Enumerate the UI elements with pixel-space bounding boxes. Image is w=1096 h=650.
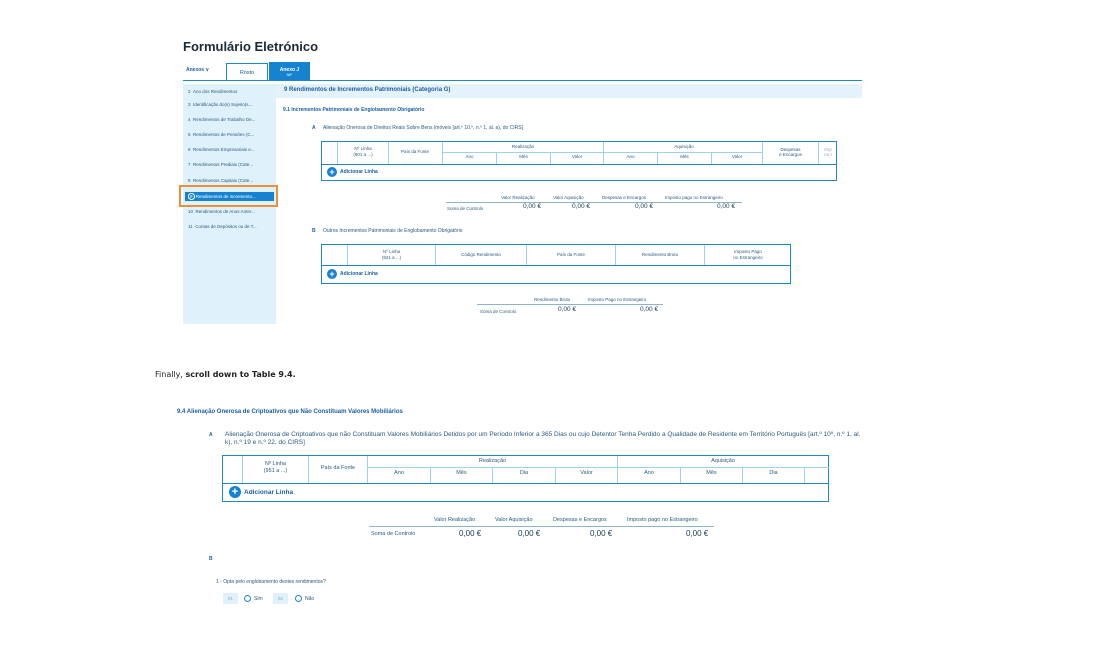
sidebar-item-prediais[interactable]: 7 Rendimentos Prediais (Cate... (188, 162, 254, 167)
sum-b-col-bruto: Rendimento Bruto (534, 297, 571, 302)
th-aquisicao: Aquisição (674, 144, 694, 149)
sum-94-col-imposto: Imposto pago no Estrangeiro (627, 517, 698, 523)
add-line-button-a[interactable] (327, 167, 378, 177)
tab-rosto[interactable]: Rosto (226, 63, 268, 81)
th-b-linha-range: (921 a ...) (381, 255, 402, 260)
th-b-imposto: Imposto Pago (734, 249, 762, 254)
th-b-codigo: Código Rendimento (461, 252, 501, 257)
section-a-letter: A (312, 125, 316, 131)
sum-a-v2: 0,00 € (572, 203, 591, 210)
th-valor: Valor (571, 154, 583, 159)
sum-a-col-despesas: Despesas e Encargos (602, 195, 647, 200)
option-code-01: 01 (223, 593, 238, 604)
chevron-down-icon: ∨ (205, 67, 210, 73)
instruction-text: Finally, scroll down to Table 9.4. (155, 370, 296, 379)
tab-anexo-j-sub: NIF (286, 72, 293, 77)
radio-sim[interactable] (244, 595, 251, 602)
table-94-a (222, 455, 829, 502)
sum-94-v3: 0,00 € (590, 529, 613, 538)
th-pais: País da Fonte (400, 149, 430, 154)
plus-icon: + (327, 167, 337, 177)
th-94-mes: Mês (456, 470, 467, 476)
th-94-dia: Dia (519, 470, 529, 476)
anexos-dropdown[interactable] (186, 67, 209, 73)
section-a-title: Alienação Onerosa de Direitos Reais Sobre Bens Imóveis [art.º 10.º, n.º 1, al. a), do CIRS] (323, 125, 524, 131)
th-94-realizacao: Realização (478, 458, 507, 464)
sum-a-col-aquisicao: Valor Aquisição (553, 195, 584, 200)
table-b (321, 244, 791, 284)
sum-b-col-imposto: Imposto Pago no Estrangeiro (588, 297, 647, 302)
sidebar-item-anos-anteriores[interactable]: 10 Rendimentos de Anos Anter... (188, 209, 255, 214)
page-title: Formulário Eletrónico (183, 39, 319, 54)
sum-b-label: Soma de Controlo (480, 309, 517, 314)
tab-anexo-j[interactable] (269, 62, 310, 81)
sidebar-item-ano[interactable]: 2 Ano dos Rendimentos (188, 89, 238, 94)
add-line-label: Adicionar Linha (244, 488, 294, 496)
th-valor-2: Valor (731, 154, 743, 159)
th-b-linha: Nº Linha (382, 249, 401, 254)
th-b-pais: País da Fonte (556, 252, 586, 257)
section-9-title: 9 Rendimentos de Incrementos Patrimoniais (Categoria G) (284, 87, 451, 93)
th-94-valor: Valor (580, 470, 593, 476)
radio-nao-label: Não (305, 596, 315, 602)
th-94-linha: Nº Linha (265, 461, 286, 467)
th-94-ano-2: Ano (644, 470, 654, 476)
tab-anexo-j-label: Anexo J (279, 66, 300, 73)
th-ano: Ano (465, 154, 474, 159)
th-despesas: Despesas (780, 147, 801, 152)
th-94-aquisicao: Aquisição (711, 458, 735, 464)
anexos-label: Anexos (186, 67, 205, 73)
tabs-divider (183, 80, 862, 81)
add-line-label: Adicionar Linha (340, 169, 378, 175)
section-9-1-title: 9.1 Incrementos Patrimoniais de Englobamento Obrigatório (283, 107, 425, 113)
sidebar-item-empresariais[interactable]: 6 Rendimentos Empresariais e... (188, 147, 255, 152)
plus-icon: + (327, 269, 337, 279)
plus-icon: + (229, 486, 241, 498)
sidebar-item-identificacao[interactable]: 3 Identificação do(s) Sujeito(s... (188, 102, 253, 107)
radio-sim-label: Sim (254, 596, 263, 602)
sum-b-v2: 0,00 € (640, 306, 659, 313)
section-b-title: Outros Incrementos Patrimoniais de Englobamento Obrigatório (323, 228, 463, 234)
sum-a-v1: 0,00 € (523, 203, 542, 210)
sum-a-col-realizacao: Valor Realização (501, 195, 535, 200)
section-94-a-title: Alienação Onerosa de Criptoativos que não Constituam Valores Mobiliários Detidos por um Período Inferior a 365 Dias ou cujo Detentor Tenha Perdido a Qualidade de Residente em Território Português [art.º 10º, n.º 1, al. k), n.º 19 e n.º 22, do CIRS] (225, 431, 861, 446)
section-94-b-letter: B (209, 556, 213, 562)
sum-a-col-imposto: Imposto pago no Estrangeiro (665, 195, 723, 200)
th-ano-2: Ano (626, 154, 635, 159)
sidebar-item-incrementos[interactable]: 9 Rendimentos de incremento... (185, 192, 274, 201)
sum-94-label: Soma de Controlo (371, 531, 416, 537)
th-94-ano: Ano (394, 470, 404, 476)
th-encargos: e Encargos (779, 152, 802, 157)
option-code-02: 02 (273, 593, 288, 604)
sum-a-v3: 0,00 € (635, 203, 654, 210)
th-realizacao: Realização (511, 144, 535, 149)
section-94-a-letter: A (209, 432, 213, 438)
sum-94-v1: 0,00 € (459, 529, 482, 538)
sum-a-label: Soma de Controlo (447, 206, 484, 211)
th-94-pais: País da Fonte (320, 465, 356, 471)
sum-b-v1: 0,00 € (558, 306, 577, 313)
add-line-button-b[interactable] (327, 269, 378, 279)
th-mes-2: Mês (680, 154, 689, 159)
table-a (321, 141, 837, 181)
th-b-imposto-2: no Estrangeiro (733, 255, 763, 260)
section-9-4-title: 9.4 Alienação Onerosa de Criptoativos que Não Constituam Valores Mobiliários (177, 409, 403, 415)
sum-94-v2: 0,00 € (518, 529, 541, 538)
section-b-letter: B (312, 228, 316, 234)
sum-94-v4: 0,00 € (686, 529, 709, 538)
sidebar-item-trabalho[interactable]: 4 Rendimentos de Trabalho De... (188, 117, 256, 122)
sum-94-col-despesas: Despesas e Encargos (553, 517, 607, 523)
th-94-linha-range: (951 a ...) (263, 468, 288, 474)
englobamento-question: 1 - Opta pelo englobamento destes rendimentos? (216, 579, 326, 585)
th-linha-range: (901 a ...) (353, 152, 373, 157)
sidebar-item-contas[interactable]: 11 Contas de Depósitos ou de T... (188, 224, 257, 229)
highlight-box (179, 185, 278, 207)
sidebar-item-pensoes[interactable]: 5 Rendimentos de Pensões (C... (188, 132, 255, 137)
th-mes: Mês (519, 154, 528, 159)
th-b-bruto: Rendimento Bruto (641, 252, 679, 257)
th-94-mes-2: Mês (706, 470, 717, 476)
add-line-button-94[interactable] (229, 486, 293, 498)
th-imposto-cut: Imp (824, 147, 832, 152)
sidebar-item-capitais[interactable]: 8 Rendimentos Capitais (Cate... (188, 178, 254, 183)
th-linha: Nº Linha (354, 146, 372, 151)
sum-94-col-realizacao: Valor Realização (434, 517, 476, 523)
radio-nao[interactable] (295, 595, 302, 602)
sum-a-v4: 0,00 € (717, 203, 736, 210)
th-94-dia-2: Dia (769, 470, 778, 476)
th-imposto-cut-2: no I (824, 152, 832, 157)
sum-94-col-aquisicao: Valor Aquisição (495, 517, 533, 523)
add-line-label: Adicionar Linha (340, 271, 378, 277)
